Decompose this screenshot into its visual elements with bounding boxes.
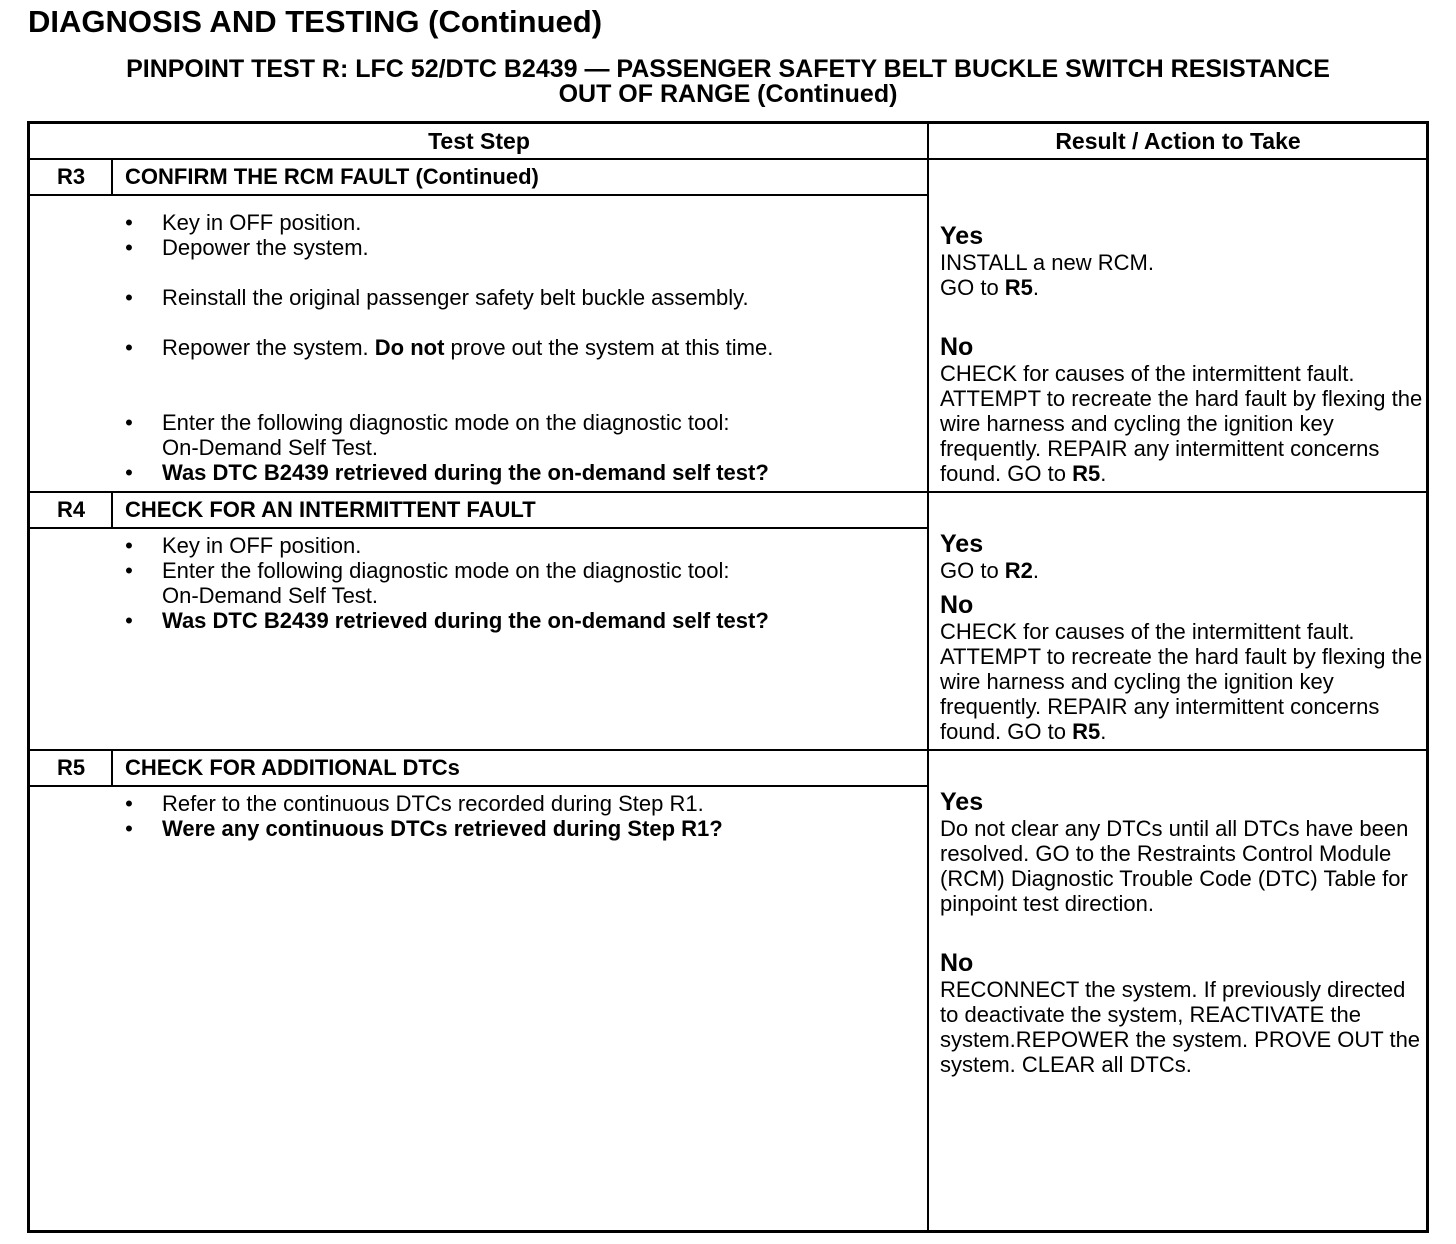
yes-text: Do not clear any DTCs until all DTCs have been resolved. GO to the Restraints Control Module (RCM) Diagnostic Trouble Code (DTC) Table for pinpoint test direction. [940,816,1409,916]
bullet-icon: • [125,608,133,633]
bullet-text: Reinstall the original passenger safety belt buckle assembly. [162,285,749,310]
r5-title-separator [30,785,928,787]
no-text [940,619,1428,744]
bullet-text: Refer to the continuous DTCs recorded during Step R1. [162,791,704,816]
result-r3-no [940,334,1428,486]
yes-label: Yes [940,788,984,816]
bullet-icon: • [125,816,133,841]
bullet-text-line1: Enter the following diagnostic mode on the diagnostic tool: [162,558,730,583]
bullet-icon: • [125,410,133,435]
bullet-icon: • [125,235,133,260]
yes-text: INSTALL a new RCM. [940,250,1154,275]
result-r5-yes [940,789,1428,916]
bullet-text [162,335,922,360]
pinpoint-test-title-line2: OUT OF RANGE (Continued) [558,80,898,108]
bullet-icon: • [125,335,133,360]
goto-text: . [1032,275,1040,300]
pinpoint-test-title [28,57,1428,107]
bullet-text: Depower the system. [162,235,369,260]
step-id-r4: R4 [56,497,86,522]
bullet-text [162,558,922,608]
goto-text: . [1100,461,1107,486]
bullet-question: Was DTC B2439 retrieved during the on-demand self test? [162,608,769,633]
bullet-text-line1: Enter the following diagnostic mode on the diagnostic tool: [162,410,730,435]
r4-row-separator [30,749,1426,751]
goto-text: GO to [940,275,1005,300]
no-label: No [940,333,974,361]
no-text: RECONNECT the system. If previously directed to deactivate the system, REACTIVATE the system.REPOWER the system. PROVE OUT the system. CLEAR all DTCs. [940,977,1421,1077]
bullet-text: Key in OFF position. [162,533,362,558]
no-text [940,361,1428,486]
bullet-icon: • [125,460,133,485]
step-id-r5: R5 [56,755,86,780]
r3-title-separator [30,194,928,196]
table-header [30,124,1426,160]
bullet-text: Key in OFF position. [162,210,362,235]
step-title-r4: CHECK FOR AN INTERMITTENT FAULT [125,497,536,522]
column-header-test-step: Test Step [428,128,530,154]
step-id-r3: R3 [56,164,86,189]
page-title: DIAGNOSIS AND TESTING (Continued) [28,4,603,39]
step-title-r5: CHECK FOR ADDITIONAL DTCs [125,755,460,780]
goto-step: R5 [1072,461,1101,486]
goto-step: R5 [1072,719,1101,744]
bullet-icon: • [125,210,133,235]
yes-goto [940,275,1428,300]
bullet-text-line2: On-Demand Self Test. [162,583,379,608]
bullet-icon: • [125,558,133,583]
yes-goto [940,558,1428,583]
column-header-result: Result / Action to Take [1055,128,1301,154]
result-r4-yes [940,531,1428,583]
bullet-question: Were any continuous DTCs retrieved during Step R1? [162,816,723,841]
bullet-text-emphasis: Do not [374,335,445,360]
goto-text: . [1032,558,1040,583]
r4-title-separator [30,527,928,529]
result-r5-no [940,950,1428,1077]
no-text-body: CHECK for causes of the intermittent fault. ATTEMPT to recreate the hard fault by flexing the wire harness and cycling the ignition key frequently. REPAIR any intermittent concerns found. GO to [940,361,1423,486]
bullet-text-part: prove out the system at this time. [444,335,774,360]
yes-label: Yes [940,530,984,558]
bullet-icon: • [125,285,133,310]
goto-step: R5 [1004,275,1033,300]
goto-text: . [1100,719,1107,744]
pinpoint-test-title-line1: PINPOINT TEST R: LFC 52/DTC B2439 — PASSENGER SAFETY BELT BUCKLE SWITCH RESISTANCE [126,55,1330,83]
no-label: No [940,949,974,977]
bullet-icon: • [125,791,133,816]
r3-row-separator [30,491,1426,493]
result-r4-no [940,592,1428,744]
bullet-question: Was DTC B2439 retrieved during the on-demand self test? [162,460,769,485]
column-divider [927,124,929,1230]
yes-label: Yes [940,222,984,250]
no-text-body: CHECK for causes of the intermittent fault. ATTEMPT to recreate the hard fault by flexing the wire harness and cycling the ignition key frequently. REPAIR any intermittent concerns found. GO to [940,619,1423,744]
step-title-r3: CONFIRM THE RCM FAULT (Continued) [125,164,539,189]
goto-step: R2 [1004,558,1033,583]
pinpoint-test-table [27,121,1429,1233]
bullet-text [162,410,922,460]
result-r3-yes [940,223,1428,300]
bullet-text-part: Repower the system. [162,335,375,360]
no-label: No [940,591,974,619]
bullet-text-line2: On-Demand Self Test. [162,435,379,460]
bullet-icon: • [125,533,133,558]
goto-text: GO to [940,558,1005,583]
